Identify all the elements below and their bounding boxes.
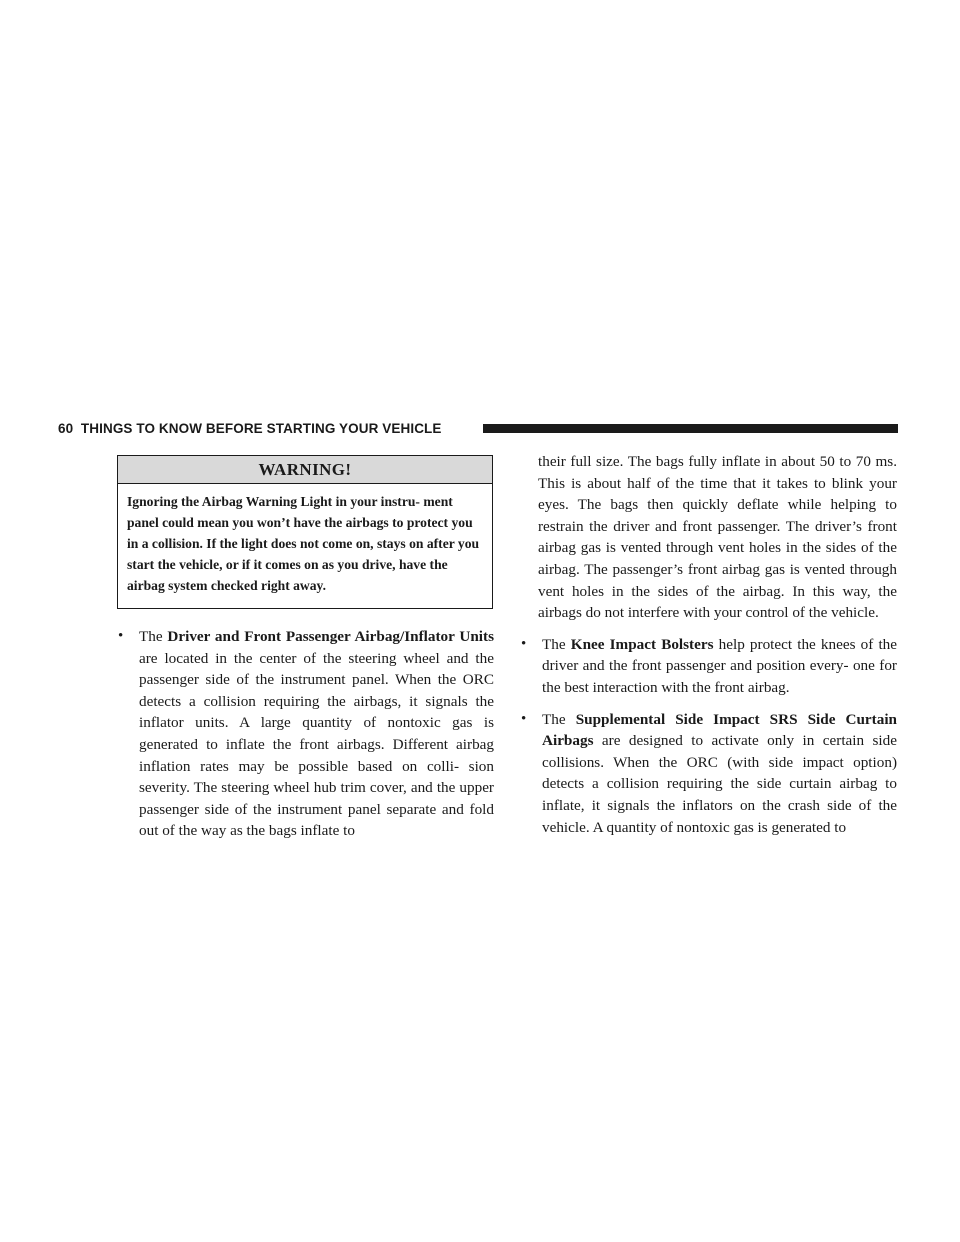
left-column [118, 626, 494, 852]
bullet-term: Knee Impact Bolsters [570, 635, 714, 653]
bullet-text: are located in the center of the steering wheel and the passenger side of the instrument panel. When the ORC detects a collision requiring the airbags, it signals the inflator units. A large quantity of nontoxic gas is generated to inflate the front airbags. Different airbag inflation rates may be possible based on colli- sion severity. The steering wheel hub trim cover, and the upper passenger side of the instrument panel separate and fold out of the way as the bags inflate to [139, 649, 494, 840]
right-column [521, 451, 897, 848]
warning-box [117, 455, 493, 609]
bullet-knee-bolsters [521, 634, 897, 699]
bullet-lead: The [542, 635, 571, 653]
bullet-text: help protect the knees of the driver and the front passenger and position every- one for the best interaction with the front airbag. [542, 635, 897, 696]
bullet-side-curtain-airbags [521, 709, 897, 839]
warning-body: Ignoring the Airbag Warning Light in your instru- ment panel could mean you won’t have the airbags to protect you in a collision. If the light does not come on, stays on after you start the vehicle, or if it comes on as you drive, have the airbag system checked right away. [127, 494, 480, 593]
bullet-marker: • [521, 635, 527, 652]
continuation-paragraph: their full size. The bags fully inflate in about 50 to 70 ms. This is about half of the time that it takes to blink your eyes. The bags then quickly deflate while helping to restrain the driver and front passenger. The driver’s front airbag gas is vented through vent holes in the sides of the airbag. The passenger’s front airbag gas is vented through vent holes in the sides of the airbag. In this way, the airbags do not interfere with your control of the vehicle. [538, 453, 897, 622]
bullet-marker: • [118, 628, 124, 644]
bullet-term: Supplemental Side Impact SRS Side Curtain Airbags [542, 710, 897, 750]
warning-title: WARNING! [118, 456, 492, 484]
bullet-marker: • [521, 710, 527, 727]
header-rule [483, 424, 898, 433]
bullet-lead: The [139, 628, 168, 645]
bullet-term: Driver and Front Passenger Airbag/Inflator Units [167, 628, 494, 645]
header-text [58, 420, 450, 438]
page-header [58, 420, 898, 438]
page-number: 60 [58, 421, 74, 436]
bullet-text: are designed to activate only in certain side collisions. When the ORC (with side impact option) detects a collision requiring the side curtain airbag to inflate, it signals the inflators on the crash side of the vehicle. A quantity of nontoxic gas is generated to [542, 732, 897, 836]
bullet-lead: The [542, 710, 576, 728]
bullet-driver-passenger-airbags [118, 626, 494, 842]
section-title: THINGS TO KNOW BEFORE STARTING YOUR VEHICLE [80, 421, 442, 436]
